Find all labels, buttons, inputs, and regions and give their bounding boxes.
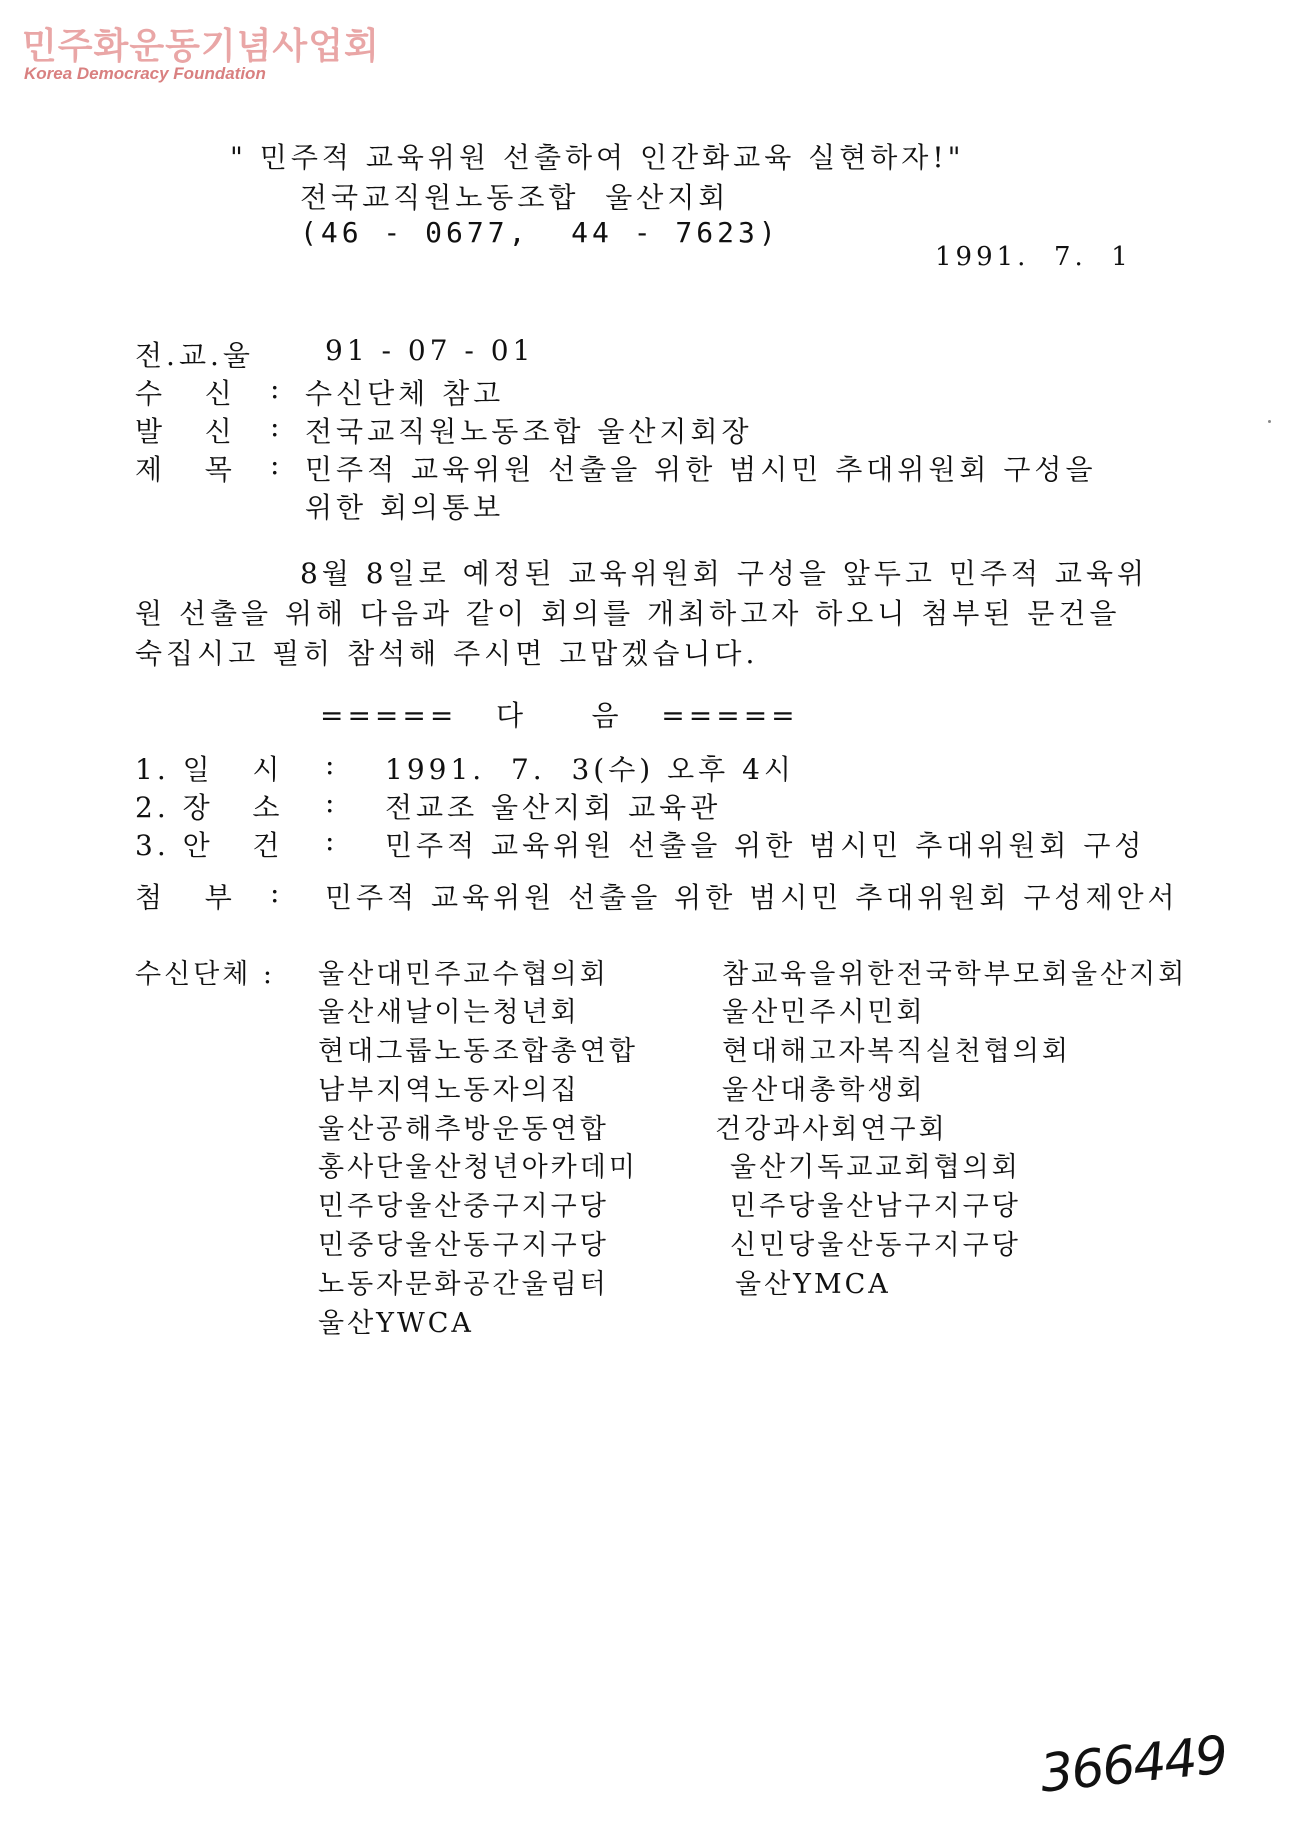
recipients-label: 수신단체 : [135,959,276,990]
recipient-right: 현대해고자복직실천협의회 [722,1036,1071,1067]
item-value: 전교조 울산지회 교육관 [385,791,722,824]
recipient-right: 참교육을위한전국학부모회울산지회 [722,959,1188,990]
recipient-left: 홍사단울산청년아카데미 [318,1152,638,1183]
colon: : [325,786,339,819]
colon: : [270,372,284,405]
document-date: 1991. 7. 1 [935,242,1132,272]
recipient-right: 신민당울산동구지구당 [730,1230,1021,1261]
doc-number-label: 전.교.울 [135,339,254,372]
attachment-label: 첨 부 [135,881,236,914]
subject-label: 제 목 [135,453,236,486]
colon: : [325,748,339,781]
recipient-right: 울산YMCA [735,1269,891,1300]
colon: : [270,876,284,909]
recipient-right: 울산기독교교회협의회 [730,1152,1021,1183]
sender-label: 발 신 [135,415,236,448]
colon: : [270,410,284,443]
recipient-left: 현대그룹노동조합총연합 [318,1036,638,1067]
recipient-left: 민주당울산중구지구당 [318,1191,609,1222]
doc-number: 91 - 07 - 01 [325,334,535,367]
body-line: 숙집시고 필히 참석해 주시면 고맙겠습니다. [135,637,759,670]
colon: : [270,448,284,481]
item-value: 1991. 7. 3(수) 오후 4시 [385,753,795,786]
body-line: 8월 8일로 예정된 교육위원회 구성을 앞두고 민주적 교육위 [300,557,1149,590]
recipient-left: 울산대민주교수협의회 [318,959,609,990]
recipient-left: 노동자문화공간울림터 [318,1269,609,1300]
item-label: 3. 안 건 [135,829,284,862]
slogan: " 민주적 교육위원 선출하여 인간화교육 실현하자!" [230,141,965,174]
recipient-left: 남부지역노동자의집 [318,1075,580,1106]
next-heading: ===== 다 음 ===== [320,699,799,732]
recipient-left: 울산공해추방운동연합 [318,1114,609,1145]
watermark-korean: 민주화운동기념사업회 [22,26,380,67]
recipient-right: 민주당울산남구지구당 [730,1191,1021,1222]
scan-speck [1268,420,1271,423]
recipient-left: 울산새날이는청년회 [318,997,580,1028]
sender-value: 전국교직원노동조합 울산지회장 [305,415,753,448]
recipient-label: 수 신 [135,377,236,410]
handwritten-archive-number: 366449 [1037,1725,1230,1805]
recipient-right: 건강과사회연구회 [715,1114,948,1145]
recipient-right: 울산민주시민회 [722,997,926,1028]
subject-line-2: 위한 회의통보 [305,491,505,524]
subject-line-1: 민주적 교육위원 선출을 위한 범시민 추대위원회 구성을 [305,453,1097,486]
watermark-english: Korea Democracy Foundation [24,64,266,83]
body-line: 원 선출을 위해 다음과 같이 회의를 개최하고자 하오니 첨부된 문건을 [135,597,1121,630]
organization-name: 전국교직원노동조합 울산지회 [300,181,730,214]
recipient-left: 울산YWCA [318,1308,474,1339]
recipient-right: 울산대총학생회 [722,1075,926,1106]
attachment-value: 민주적 교육위원 선출을 위한 범시민 추대위원회 구성제안서 [325,881,1179,914]
recipient-left: 민중당울산동구지구당 [318,1230,609,1261]
item-value: 민주적 교육위원 선출을 위한 범시민 추대위원회 구성 [385,829,1146,862]
recipient-value: 수신단체 참고 [305,377,505,410]
colon: : [325,824,339,857]
phone-numbers: (46 - 0677, 44 - 7623) [300,216,780,249]
item-label: 2. 장 소 [135,791,284,824]
item-label: 1. 일 시 [135,753,284,786]
